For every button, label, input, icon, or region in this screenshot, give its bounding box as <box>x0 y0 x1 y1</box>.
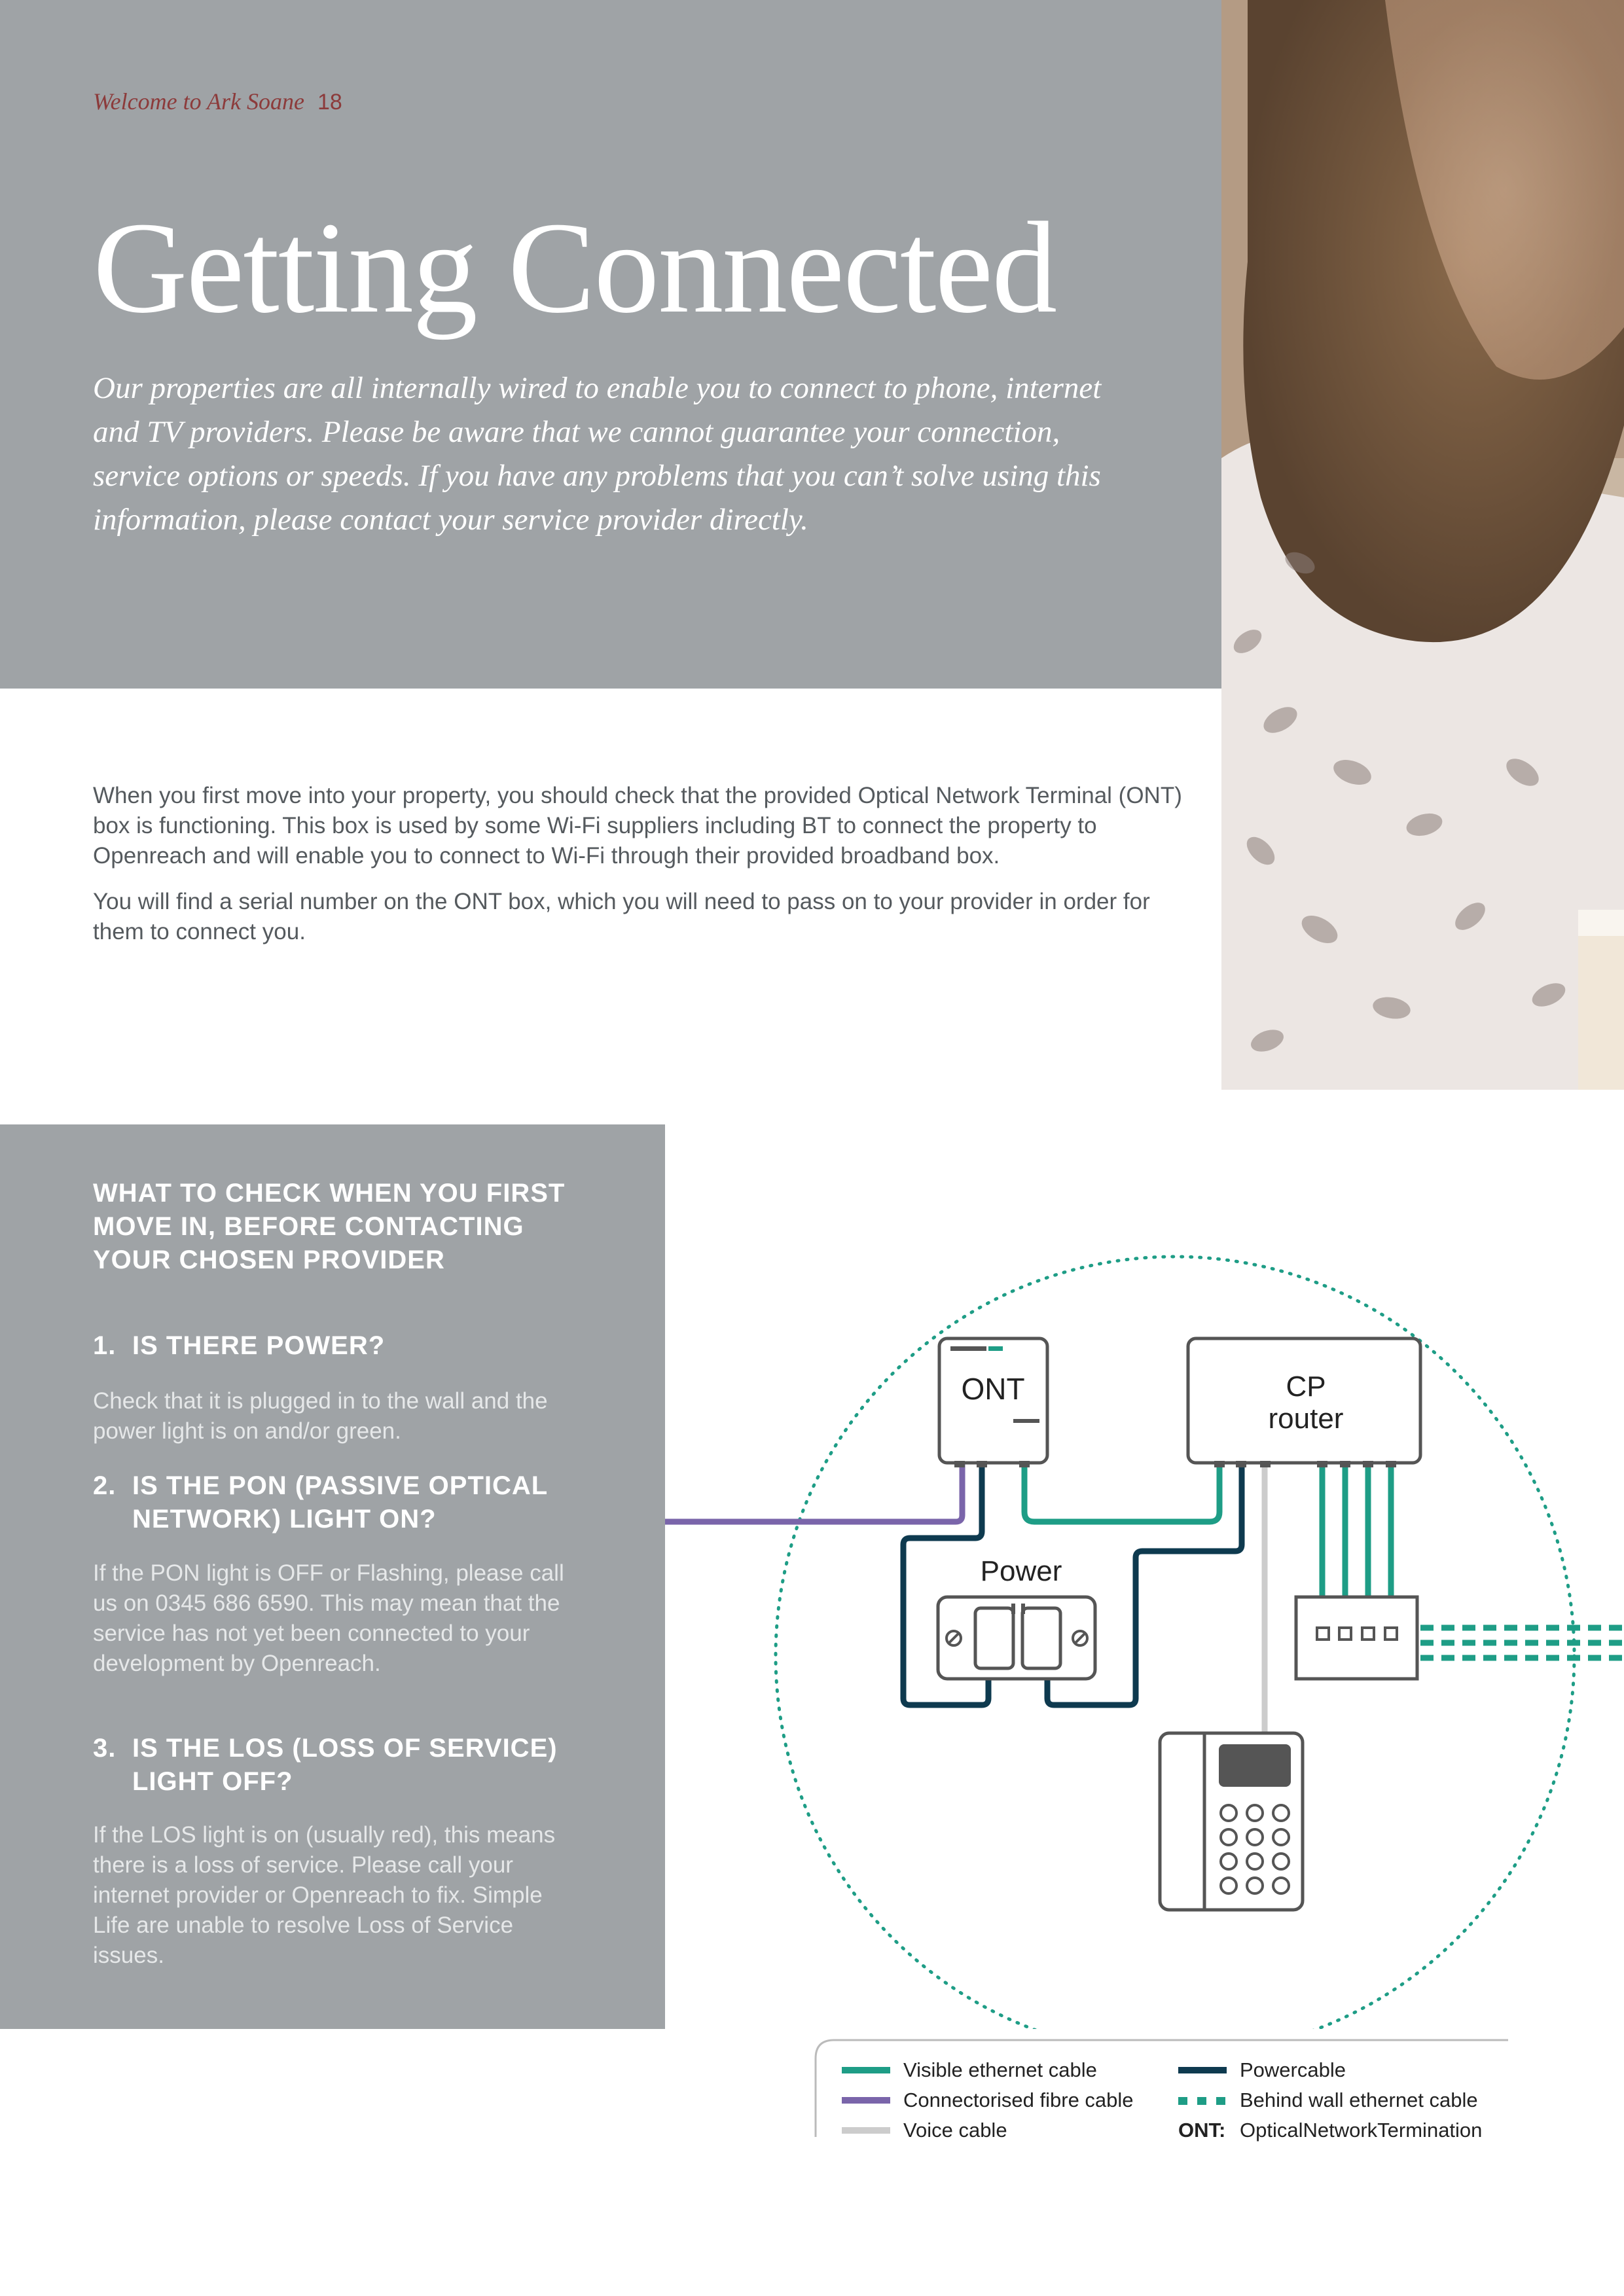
behind-wall-ethernet <box>1420 1628 1624 1658</box>
header-panel <box>0 0 1221 689</box>
checklist-text-2: If the PON light is OFF or Flashing, please call us on 0345 686 6590. This may mean that the service has not yet been connected to your development by Openreach. <box>93 1560 564 1676</box>
item-heading-cont: NETWORK) LIGHT ON? <box>132 1505 437 1534</box>
running-title: Welcome to Ark Soane <box>93 88 304 115</box>
item-number: 2. <box>93 1471 117 1500</box>
checklist-title: WHAT TO CHECK WHEN YOU FIRST MOVE IN, BEFORE CONTACTING YOUR CHOSEN PROVIDER <box>93 1179 566 1274</box>
power-socket <box>938 1597 1095 1679</box>
ethernet-cable-ont-router <box>1024 1463 1219 1522</box>
wall-ethernet-box <box>1296 1597 1417 1679</box>
item-number: 3. <box>93 1734 117 1763</box>
checklist-text-1: Check that it is plugged in to the wall and the power light is on and/or green. <box>93 1388 548 1444</box>
connection-diagram <box>0 1113 1624 2029</box>
legend-voice: Voice cable <box>903 2119 1007 2142</box>
intro-text: Our properties are all internally wired to enable you to connect to phone, internet and TV providers. Please be aware that we cannot guarantee your connection, service options or speeds. If you have any problems that you can’t solve using this information, please contact your service provider directly. <box>93 371 1102 537</box>
running-head <box>93 88 342 115</box>
ont-label: ONT <box>961 1372 1025 1406</box>
router-label-line2: router <box>1268 1403 1344 1435</box>
checklist-text-3: If the LOS light is on (usually red), this means there is a loss of service. Please call your internet provider or Openreach to fix. Simple Life are unable to resolve Loss of Service issues. <box>93 1822 556 1968</box>
page-title: Getting Connected <box>93 196 1056 340</box>
router-label-line1: CP <box>1286 1371 1326 1403</box>
legend-powercable: Powercable <box>1240 2058 1346 2081</box>
telephone <box>1160 1733 1303 1910</box>
diagram-legend <box>814 2039 1508 2144</box>
power-label: Power <box>980 1555 1062 1587</box>
item-heading-cont: LIGHT OFF? <box>132 1767 293 1796</box>
legend-behind-wall: Behind wall ethernet cable <box>1240 2089 1478 2111</box>
body-paragraph: When you first move into your property, you should check that the provided Optical Network Terminal (ONT) box is functioning. This box is used by some Wi-Fi suppliers including BT to connect the property to Openreach and will enable you to connect to Wi-Fi through their provided broadband box. <box>93 783 1182 869</box>
item-number: 1. <box>93 1331 117 1360</box>
legend-fibre: Connectorised fibre cable <box>903 2089 1134 2111</box>
body-text <box>93 781 1193 963</box>
item-heading: IS THE PON (PASSIVE OPTICAL <box>132 1471 549 1500</box>
page-number: 18 <box>317 90 342 115</box>
legend-ont-value: OpticalNetworkTermination <box>1240 2119 1483 2142</box>
fibre-cable <box>665 1463 962 1522</box>
item-heading: IS THE LOS (LOSS OF SERVICE) <box>132 1734 558 1763</box>
legend-visible-ethernet: Visible ethernet cable <box>903 2058 1097 2081</box>
item-heading: IS THERE POWER? <box>132 1331 386 1360</box>
body-paragraph: You will find a serial number on the ONT box, which you will need to pass on to your provider in order for them to connect you. <box>93 889 1150 944</box>
lifestyle-photo <box>1221 0 1624 1090</box>
legend-ont-key: ONT: <box>1178 2119 1226 2142</box>
